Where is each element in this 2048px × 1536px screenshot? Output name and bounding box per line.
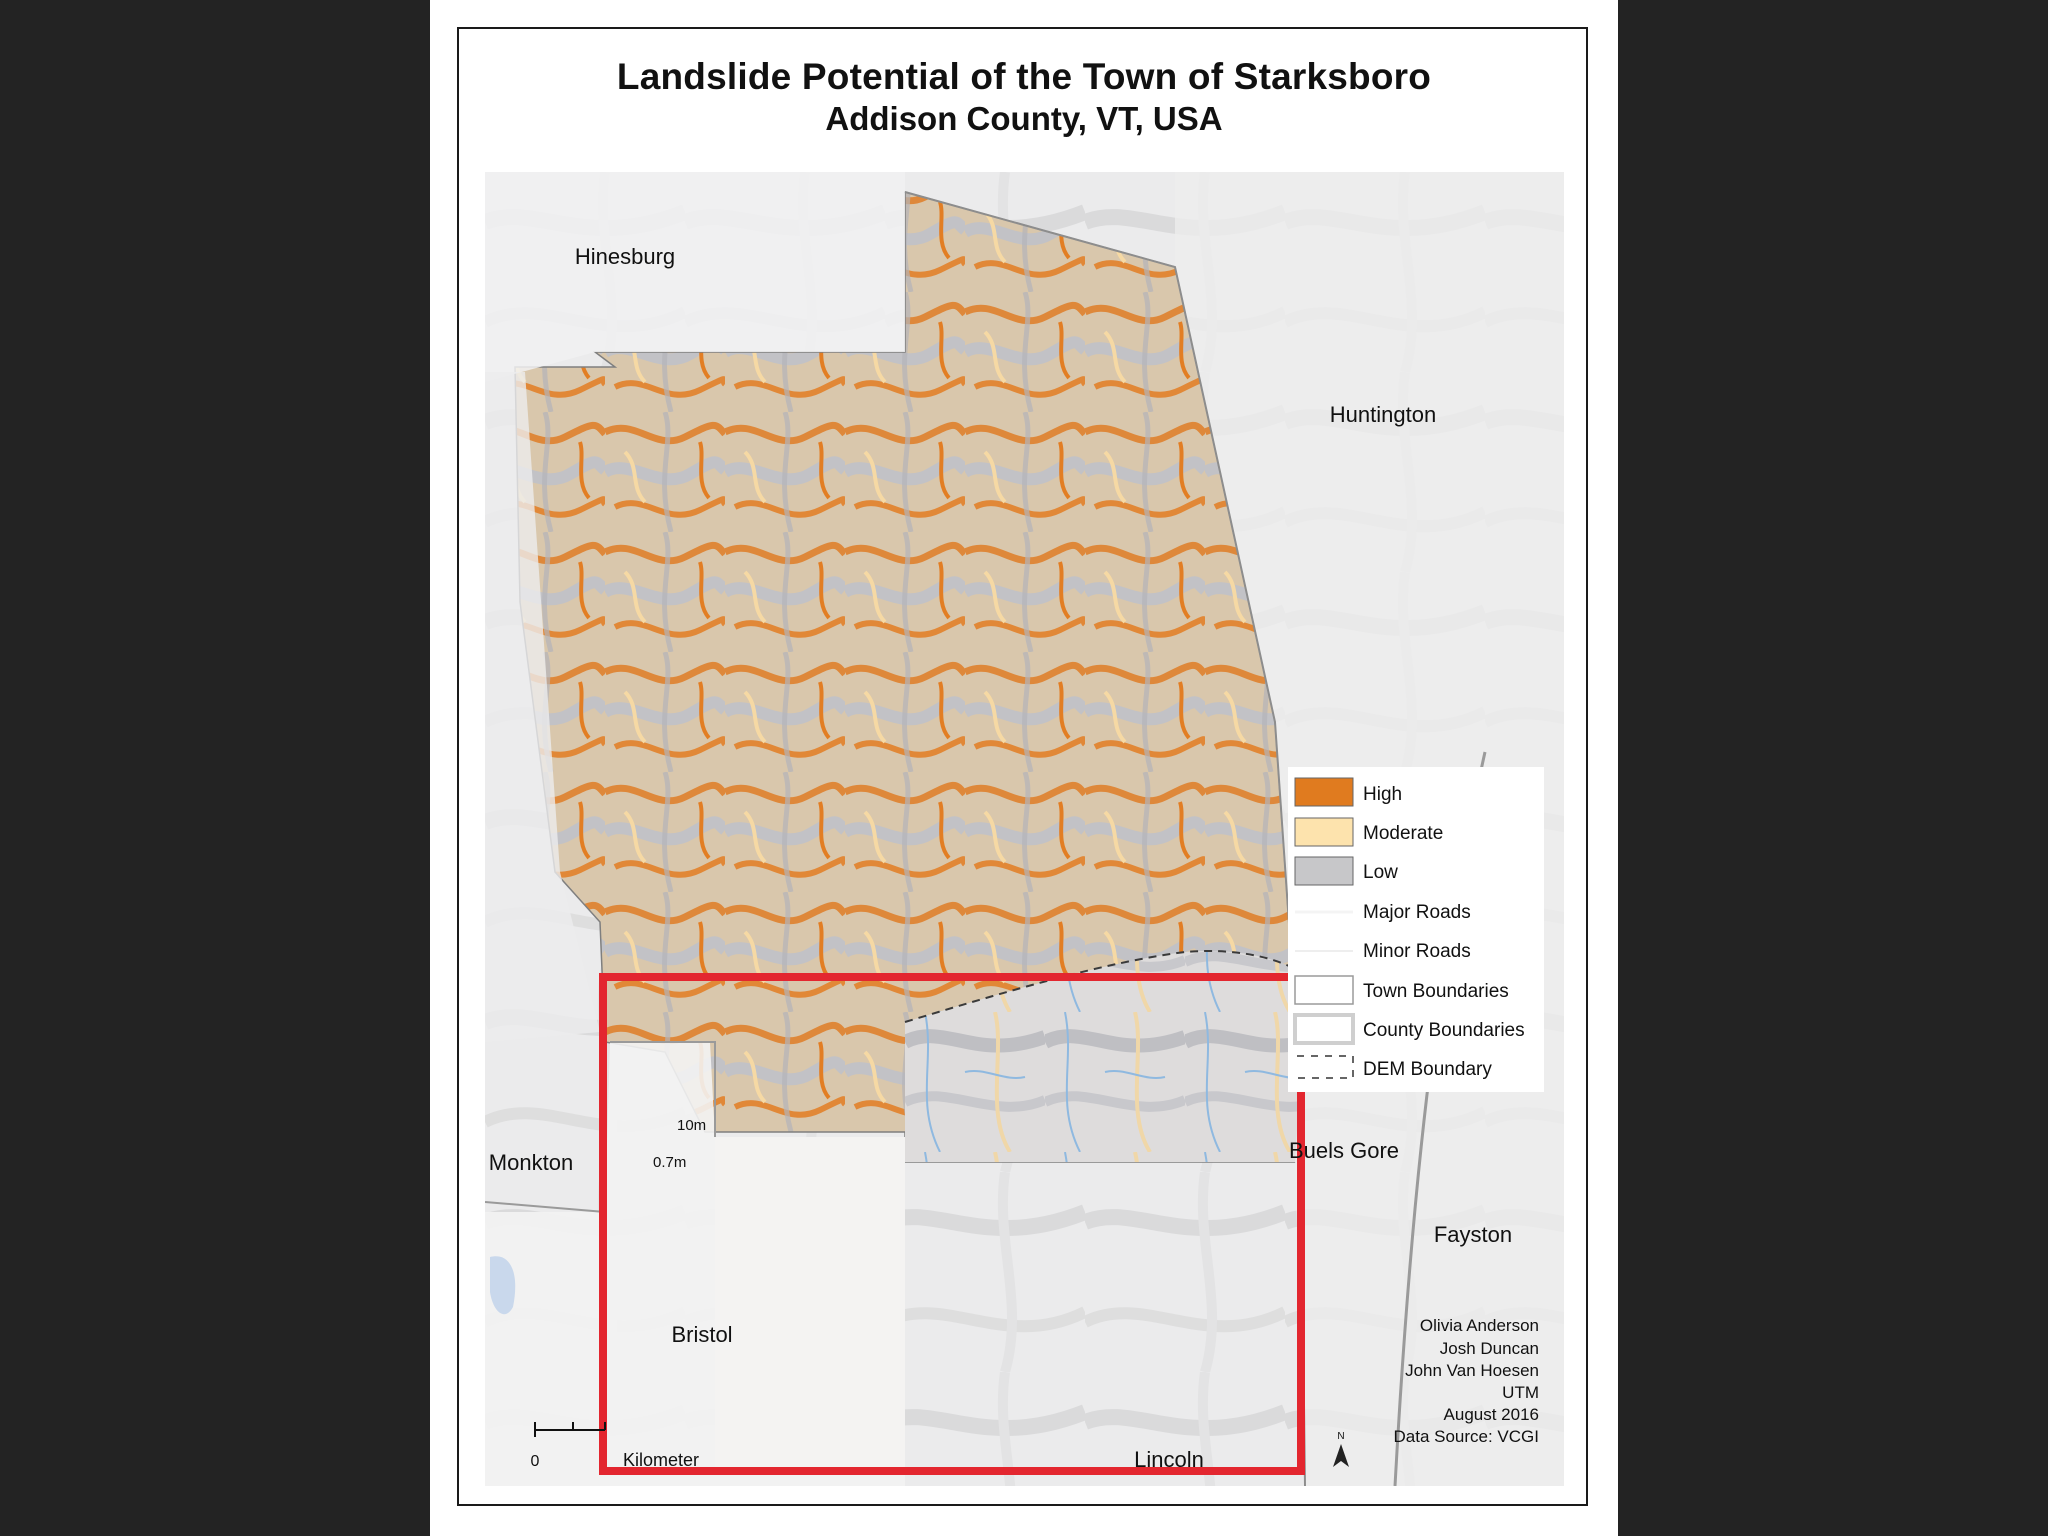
label-lincoln: Lincoln <box>1134 1447 1204 1472</box>
dem-07m-label: 0.7m <box>653 1154 687 1171</box>
legend-label-county-boundaries: County Boundaries <box>1363 1020 1525 1041</box>
credit-projection: UTM <box>1502 1383 1539 1402</box>
map-subtitle: Addison County, VT, USA <box>825 100 1223 137</box>
label-buels-gore: Buels Gore <box>1288 1138 1400 1163</box>
legend-swatch-high <box>1295 778 1353 806</box>
scale-bar-unit: Kilometer <box>623 1450 700 1470</box>
legend-label-major-roads: Major Roads <box>1363 902 1471 923</box>
legend-label-moderate: Moderate <box>1363 823 1444 844</box>
legend-label-dem-boundary: DEM Boundary <box>1363 1059 1492 1080</box>
credit-source: Data Source: VCGI <box>1393 1427 1539 1446</box>
map-title: Landslide Potential of the Town of Starksboro <box>616 56 1432 97</box>
credit-author-1: Olivia Anderson <box>1419 1316 1539 1335</box>
dem-10m-label: 10m <box>677 1117 707 1134</box>
legend <box>1288 767 1544 1092</box>
legend-swatch-moderate <box>1295 818 1353 846</box>
legend-swatch-county-boundaries <box>1295 1015 1353 1043</box>
scale-bar-zero: 0 <box>530 1453 540 1470</box>
credit-date: August 2016 <box>1443 1405 1539 1424</box>
legend-swatch-low <box>1295 857 1353 885</box>
credit-author-3: John Van Hoesen <box>1405 1361 1539 1380</box>
label-hinesburg: Hinesburg <box>574 244 676 269</box>
hinesburg-area <box>485 172 905 382</box>
bristol-core <box>715 1137 905 1472</box>
label-bristol: Bristol <box>671 1322 733 1347</box>
north-arrow-label: N <box>1337 1431 1345 1442</box>
legend-swatch-town-boundaries <box>1295 976 1353 1004</box>
map-canvas <box>485 172 1564 1486</box>
legend-label-minor-roads: Minor Roads <box>1363 941 1471 962</box>
legend-label-town-boundaries: Town Boundaries <box>1363 981 1509 1002</box>
credit-author-2: Josh Duncan <box>1439 1339 1539 1358</box>
label-monkton: Monkton <box>488 1150 574 1175</box>
legend-label-high: High <box>1363 784 1403 805</box>
legend-label-low: Low <box>1363 862 1398 883</box>
label-fayston: Fayston <box>1433 1222 1513 1247</box>
label-huntington: Huntington <box>1329 402 1437 427</box>
